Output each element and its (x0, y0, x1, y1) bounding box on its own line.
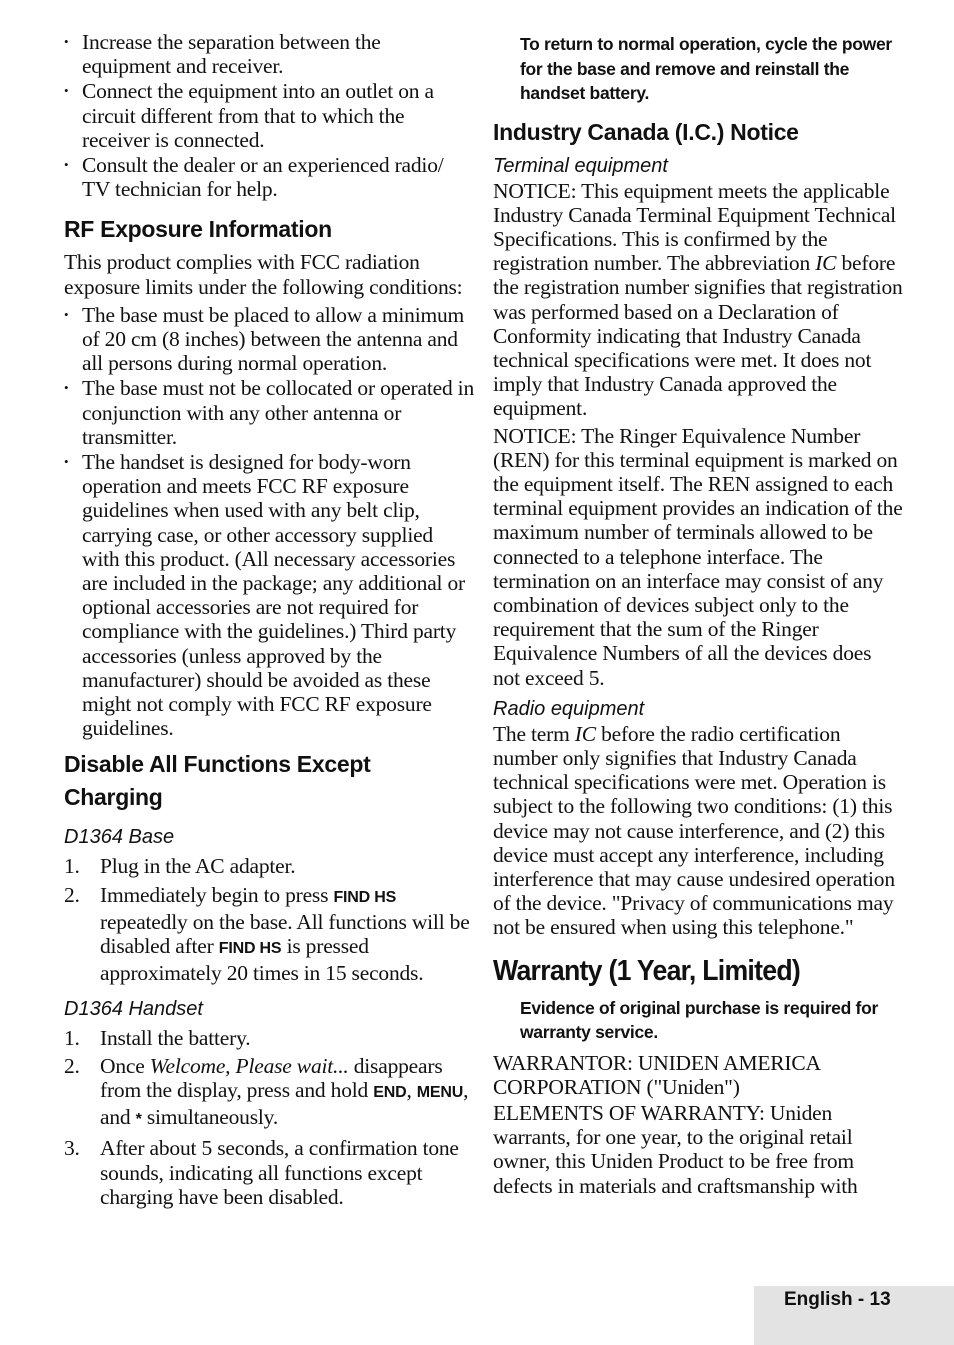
step-text: , (406, 1077, 417, 1102)
step-text: Install the battery. (100, 1025, 251, 1050)
find-hs-key: FIND HS (218, 940, 282, 958)
step-number: 2. (64, 1053, 80, 1078)
interference-bullet-list (64, 30, 474, 201)
normal-operation-note: To return to normal operation, cycle the power for the base and remove and reinstall the handset battery. (520, 34, 892, 103)
terminal-equipment-subheading: Terminal equipment (493, 154, 668, 177)
elements-of-warranty-paragraph: ELEMENTS OF WARRANTY: Uniden warrants, for one year, to the original retail owner, this Uniden Product to be free from defects in materials and craftsmanship with (493, 1101, 858, 1198)
terminal-notice-2: NOTICE: The Ringer Equivalence Number (REN) for this terminal equipment is marked on the equipment itself. The REN assigned to each terminal equipment provides an indication of the maximum number of terminals allowed to be connected to a telephone interface. The termination on an interface may consist of any combination of devices subject only to the requirement that the sum of the Ringer Equivalence Numbers of all the devices does not exceed 5. (493, 423, 903, 690)
step-text: is pressed approximately 20 times in 15 seconds. (100, 934, 424, 986)
step-text: , and (100, 1077, 469, 1130)
list-item: • Increase the separation between the equipment and receiver. (64, 30, 474, 78)
step-text: disappears from the display, press and hold (100, 1053, 443, 1102)
handset-steps-list (64, 1026, 474, 1209)
step-text: Immediately begin to press (100, 882, 334, 907)
paragraph-text: The term (493, 721, 575, 746)
paragraph-text: before the radio certification number only signifies that Industry Canada technical specifications were met. Operation is subject to the following two conditions: (1) this device may not cause interference, and (2) this device must accept any interference, including interference that may cause undesired operation of the device. "Privacy of communications may not be ensured when using this telephone." (493, 721, 895, 940)
paragraph-text: before the registration number signifies that registration was performed based on a Declaration of Conformity indicating that Industry Canada technical specifications were met. It does not imply that Industry Canada approved the equipment. (493, 251, 903, 421)
rf-exposure-intro: This product complies with FCC radiation exposure limits under the following conditions: (64, 250, 463, 299)
disable-functions-heading: Disable All Functions Except Charging (64, 751, 371, 811)
radio-notice (493, 722, 903, 940)
warranty-heading: Warranty (1 Year, Limited) (493, 954, 801, 987)
step-text: After about 5 seconds, a confirmation tone sounds, indicating all functions except charging have been disabled. (100, 1136, 459, 1209)
warrantor-paragraph: WARRANTOR: UNIDEN AMERICA CORPORATION ("Uniden") (493, 1050, 820, 1099)
ic-abbreviation: IC (815, 251, 837, 276)
list-item: • The base must be placed to allow a minimum of 20 cm (8 inches) between the antenna and all persons during normal operation. (64, 303, 474, 376)
display-message: Welcome, Please wait... (149, 1053, 349, 1078)
step-text: repeatedly on the base. All functions will be disabled after (100, 909, 470, 959)
list-item (64, 1026, 474, 1050)
step-number: 1. (64, 854, 80, 879)
page-number-label: English - 13 (784, 1289, 891, 1310)
warranty-evidence-note: Evidence of original purchase is required for warranty service. (520, 997, 878, 1043)
ic-abbreviation: IC (574, 721, 596, 746)
step-text: simultaneously. (141, 1105, 278, 1130)
list-item (64, 1136, 474, 1209)
step-number: 1. (64, 1025, 80, 1050)
list-item: • Connect the equipment into an outlet on a circuit different from that to which the receiver is connected. (64, 79, 474, 152)
industry-canada-heading: Industry Canada (I.C.) Notice (493, 118, 799, 145)
terminal-notice-1 (493, 179, 903, 421)
list-item: • The handset is designed for body-worn operation and meets FCC RF exposure guidelines when used with any belt clip, carrying case, or other accessory supplied with this product. (All necessary accessories are included in the package; any additional or optional accessories are not required for compliance with the guidelines.) Third party accessories (unless approved by the manufacturer) should be avoided as these might not comply with FCC RF exposure guidelines. (64, 450, 474, 740)
list-item: • Consult the dealer or an experienced radio/ TV technician for help. (64, 153, 474, 201)
step-text: Once (100, 1053, 150, 1078)
d1364-handset-subheading: D1364 Handset (64, 997, 203, 1020)
rf-exposure-heading: RF Exposure Information (64, 216, 332, 243)
end-key: END (373, 1083, 407, 1101)
rf-exposure-bullet-list (64, 303, 474, 741)
star-key: * (135, 1111, 142, 1129)
list-item (64, 883, 474, 986)
paragraph-text: NOTICE: This equipment meets the applicable Industry Canada Terminal Equipment Technical Specifications. This is confirmed by the registration number. The abbreviation (493, 178, 896, 276)
step-text: Plug in the AC adapter. (100, 854, 296, 879)
list-item: • The base must not be collocated or operated in conjunction with any other antenna or transmitter. (64, 376, 474, 449)
step-number: 2. (64, 882, 80, 907)
base-steps-list (64, 854, 474, 985)
right-column (493, 30, 903, 1198)
page-footer-tab (754, 1286, 954, 1345)
menu-key: MENU (416, 1083, 464, 1101)
list-item (64, 854, 474, 878)
step-number: 3. (64, 1136, 80, 1161)
find-hs-key: FIND HS (333, 888, 397, 906)
list-item (64, 1054, 474, 1133)
radio-equipment-subheading: Radio equipment (493, 697, 645, 720)
left-column (64, 30, 474, 1213)
d1364-base-subheading: D1364 Base (64, 826, 175, 849)
